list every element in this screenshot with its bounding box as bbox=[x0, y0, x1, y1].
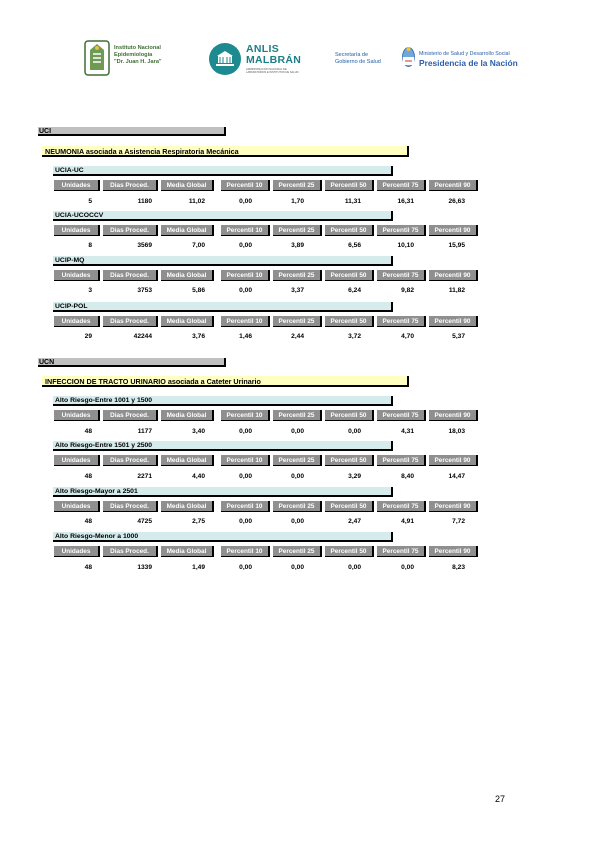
cell-percentil-75: 10,10 bbox=[397, 242, 414, 249]
col-percentil-25: Percentil 25 bbox=[273, 410, 322, 421]
col-dias-proced: Dias Proced. bbox=[103, 546, 158, 557]
group-alto-riesgo-mayor-2501-title: Alto Riesgo-Mayor a 2501 bbox=[53, 487, 393, 497]
cell-percentil-25: 0,00 bbox=[291, 428, 304, 435]
section-ucn-title: UCN bbox=[38, 358, 226, 367]
col-percentil-75: Percentil 75 bbox=[377, 501, 426, 512]
col-unidades: Unidades bbox=[54, 546, 100, 557]
anlis-malbran-logo bbox=[208, 42, 302, 76]
col-percentil-90: Percentil 90 bbox=[429, 180, 478, 191]
cell-media-global: 1,49 bbox=[192, 564, 205, 571]
group-alto-riesgo-1501-2500-title: Alto Riesgo-Entre 1501 y 2500 bbox=[53, 441, 393, 451]
col-percentil-25: Percentil 25 bbox=[273, 316, 322, 327]
col-percentil-25: Percentil 25 bbox=[273, 180, 322, 191]
cell-unidades: 48 bbox=[84, 564, 92, 571]
cell-media-global: 4,40 bbox=[192, 473, 205, 480]
cell-percentil-90: 14,47 bbox=[448, 473, 465, 480]
group-ucia-ucoccv-title: UCIA-UCOCCV bbox=[53, 211, 393, 221]
col-dias-proced: Dias Proced. bbox=[103, 501, 158, 512]
cell-percentil-75: 4,91 bbox=[401, 518, 414, 525]
cell-percentil-25: 3,89 bbox=[291, 242, 304, 249]
col-percentil-25: Percentil 25 bbox=[273, 270, 322, 281]
secretaria-salud-logo bbox=[335, 52, 381, 66]
cell-percentil-75: 9,82 bbox=[401, 287, 414, 294]
cell-media-global: 3,40 bbox=[192, 428, 205, 435]
group-ucia-uc-title: UCIA-UC bbox=[53, 166, 393, 176]
logo2-subtitle: ADMINISTRACIÓN NACIONAL DE LABORATORIOS E INSTITUTOS DE SALUD bbox=[246, 68, 299, 74]
cell-percentil-90: 18,03 bbox=[448, 428, 465, 435]
cell-dias-proced: 1180 bbox=[137, 198, 152, 205]
cell-percentil-50: 2,47 bbox=[348, 518, 361, 525]
col-media-global: Media Global bbox=[161, 316, 214, 327]
cell-percentil-10: 0,00 bbox=[239, 287, 252, 294]
page-header bbox=[0, 0, 595, 90]
cell-percentil-10: 0,00 bbox=[239, 473, 252, 480]
col-percentil-90: Percentil 90 bbox=[429, 501, 478, 512]
col-percentil-10: Percentil 10 bbox=[221, 455, 270, 466]
logo2-name-1: ANLIS bbox=[246, 43, 279, 55]
cell-unidades: 5 bbox=[88, 198, 92, 205]
section-ucn-indicator: INFECCION DE TRACTO URINARIO asociada a Cateter Urinario bbox=[42, 376, 409, 387]
cell-unidades: 29 bbox=[84, 333, 92, 340]
col-dias-proced: Dias Proced. bbox=[103, 180, 158, 191]
cell-percentil-75: 4,70 bbox=[401, 333, 414, 340]
section-uci-indicator: NEUMONIA asociada a Asistencia Respiratoria Mecánica bbox=[42, 146, 409, 157]
col-media-global: Media Global bbox=[161, 455, 214, 466]
cell-percentil-50: 6,56 bbox=[348, 242, 361, 249]
col-media-global: Media Global bbox=[161, 546, 214, 557]
ministerio-salud-logo bbox=[402, 46, 522, 76]
col-percentil-75: Percentil 75 bbox=[377, 270, 426, 281]
cell-percentil-90: 15,95 bbox=[448, 242, 465, 249]
col-percentil-50: Percentil 50 bbox=[325, 180, 374, 191]
col-media-global: Media Global bbox=[161, 180, 214, 191]
col-percentil-75: Percentil 75 bbox=[377, 225, 426, 236]
cell-unidades: 48 bbox=[84, 428, 92, 435]
cell-percentil-25: 0,00 bbox=[291, 473, 304, 480]
cell-percentil-90: 11,82 bbox=[448, 287, 465, 294]
group-alto-riesgo-1001-1500-title: Alto Riesgo-Entre 1001 y 1500 bbox=[53, 396, 393, 406]
logo3-line-1: Secretaría de bbox=[335, 52, 369, 58]
col-percentil-75: Percentil 75 bbox=[377, 410, 426, 421]
col-percentil-90: Percentil 90 bbox=[429, 455, 478, 466]
cell-percentil-50: 3,72 bbox=[348, 333, 361, 340]
cell-percentil-90: 5,37 bbox=[452, 333, 465, 340]
col-unidades: Unidades bbox=[54, 225, 100, 236]
col-dias-proced: Dias Proced. bbox=[103, 410, 158, 421]
col-unidades: Unidades bbox=[54, 180, 100, 191]
logo3-line-2: Gobierno de Salud bbox=[335, 59, 381, 65]
cell-media-global: 5,86 bbox=[192, 287, 205, 294]
cell-dias-proced: 1177 bbox=[137, 428, 152, 435]
cell-percentil-50: 0,00 bbox=[348, 564, 361, 571]
col-percentil-10: Percentil 10 bbox=[221, 180, 270, 191]
col-dias-proced: Dias Proced. bbox=[103, 225, 158, 236]
col-percentil-50: Percentil 50 bbox=[325, 410, 374, 421]
logo4-line-1: Ministerio de Salud y Desarrollo Social bbox=[419, 51, 510, 57]
col-percentil-50: Percentil 50 bbox=[325, 455, 374, 466]
cell-dias-proced: 42244 bbox=[133, 333, 152, 340]
cell-percentil-25: 1,70 bbox=[291, 198, 304, 205]
instituto-epidemiologia-logo bbox=[84, 40, 174, 80]
logo1-line-1: Instituto Nacional bbox=[114, 45, 161, 51]
cell-percentil-75: 16,31 bbox=[397, 198, 414, 205]
col-percentil-75: Percentil 75 bbox=[377, 180, 426, 191]
cell-percentil-10: 0,00 bbox=[239, 564, 252, 571]
cell-percentil-75: 4,31 bbox=[401, 428, 414, 435]
cell-percentil-10: 0,00 bbox=[239, 198, 252, 205]
group-ucip-mq-title: UCIP-MQ bbox=[53, 256, 393, 266]
cell-percentil-50: 6,24 bbox=[348, 287, 361, 294]
col-percentil-25: Percentil 25 bbox=[273, 455, 322, 466]
cell-percentil-10: 0,00 bbox=[239, 518, 252, 525]
cell-dias-proced: 1339 bbox=[137, 564, 152, 571]
cell-dias-proced: 3569 bbox=[137, 242, 152, 249]
col-percentil-50: Percentil 50 bbox=[325, 225, 374, 236]
col-unidades: Unidades bbox=[54, 410, 100, 421]
col-unidades: Unidades bbox=[54, 455, 100, 466]
col-percentil-50: Percentil 50 bbox=[325, 501, 374, 512]
cell-percentil-90: 26,63 bbox=[448, 198, 465, 205]
col-percentil-25: Percentil 25 bbox=[273, 546, 322, 557]
cell-percentil-25: 0,00 bbox=[291, 518, 304, 525]
cell-media-global: 7,00 bbox=[192, 242, 205, 249]
section-uci-title: UCI bbox=[38, 127, 226, 136]
col-percentil-10: Percentil 10 bbox=[221, 501, 270, 512]
col-percentil-90: Percentil 90 bbox=[429, 270, 478, 281]
col-media-global: Media Global bbox=[161, 225, 214, 236]
cell-percentil-75: 0,00 bbox=[401, 564, 414, 571]
col-media-global: Media Global bbox=[161, 501, 214, 512]
logo4-line-2: Presidencia de la Nación bbox=[419, 58, 518, 68]
cell-percentil-75: 8,40 bbox=[401, 473, 414, 480]
cell-percentil-25: 0,00 bbox=[291, 564, 304, 571]
col-percentil-10: Percentil 10 bbox=[221, 316, 270, 327]
col-unidades: Unidades bbox=[54, 270, 100, 281]
cell-percentil-10: 1,46 bbox=[239, 333, 252, 340]
anlis-building-icon bbox=[208, 42, 242, 76]
cell-dias-proced: 3753 bbox=[137, 287, 152, 294]
col-media-global: Media Global bbox=[161, 410, 214, 421]
cell-percentil-25: 3,37 bbox=[291, 287, 304, 294]
col-dias-proced: Dias Proced. bbox=[103, 455, 158, 466]
cell-percentil-10: 0,00 bbox=[239, 428, 252, 435]
cell-percentil-50: 11,31 bbox=[344, 198, 361, 205]
cell-unidades: 8 bbox=[88, 242, 92, 249]
col-percentil-50: Percentil 50 bbox=[325, 316, 374, 327]
col-percentil-90: Percentil 90 bbox=[429, 316, 478, 327]
col-percentil-10: Percentil 10 bbox=[221, 546, 270, 557]
cell-unidades: 3 bbox=[88, 287, 92, 294]
col-dias-proced: Dias Proced. bbox=[103, 270, 158, 281]
col-percentil-90: Percentil 90 bbox=[429, 410, 478, 421]
col-unidades: Unidades bbox=[54, 316, 100, 327]
logo1-line-2: Epidemiología bbox=[114, 51, 153, 58]
col-percentil-10: Percentil 10 bbox=[221, 270, 270, 281]
col-percentil-25: Percentil 25 bbox=[273, 501, 322, 512]
cell-percentil-50: 3,29 bbox=[348, 473, 361, 480]
cell-percentil-90: 8,23 bbox=[452, 564, 465, 571]
col-percentil-75: Percentil 75 bbox=[377, 316, 426, 327]
logo1-line-3: "Dr. Juan H. Jara" bbox=[114, 58, 162, 65]
col-percentil-75: Percentil 75 bbox=[377, 546, 426, 557]
page-number: 27 bbox=[495, 794, 506, 804]
col-percentil-10: Percentil 10 bbox=[221, 225, 270, 236]
cell-dias-proced: 4725 bbox=[137, 518, 152, 525]
col-percentil-50: Percentil 50 bbox=[325, 546, 374, 557]
cell-percentil-50: 0,00 bbox=[348, 428, 361, 435]
group-alto-riesgo-menor-1000-title: Alto Riesgo-Menor a 1000 bbox=[53, 532, 393, 542]
col-percentil-50: Percentil 50 bbox=[325, 270, 374, 281]
col-percentil-90: Percentil 90 bbox=[429, 225, 478, 236]
national-shield-icon bbox=[402, 46, 415, 68]
col-unidades: Unidades bbox=[54, 501, 100, 512]
cell-media-global: 3,76 bbox=[192, 333, 205, 340]
cell-percentil-10: 0,00 bbox=[239, 242, 252, 249]
col-percentil-25: Percentil 25 bbox=[273, 225, 322, 236]
col-percentil-75: Percentil 75 bbox=[377, 455, 426, 466]
logo2-name-2: MALBRÁN bbox=[246, 54, 302, 66]
col-percentil-10: Percentil 10 bbox=[221, 410, 270, 421]
cell-media-global: 2,75 bbox=[192, 518, 205, 525]
instituto-emblem-icon bbox=[84, 40, 110, 76]
cell-dias-proced: 2271 bbox=[137, 473, 152, 480]
cell-percentil-90: 7,72 bbox=[452, 518, 465, 525]
cell-unidades: 48 bbox=[84, 518, 92, 525]
cell-percentil-25: 2,44 bbox=[291, 333, 304, 340]
col-media-global: Media Global bbox=[161, 270, 214, 281]
col-dias-proced: Dias Proced. bbox=[103, 316, 158, 327]
group-ucip-pol-title: UCIP-POL bbox=[53, 302, 393, 312]
cell-unidades: 48 bbox=[84, 473, 92, 480]
col-percentil-90: Percentil 90 bbox=[429, 546, 478, 557]
cell-media-global: 11,02 bbox=[188, 198, 205, 205]
